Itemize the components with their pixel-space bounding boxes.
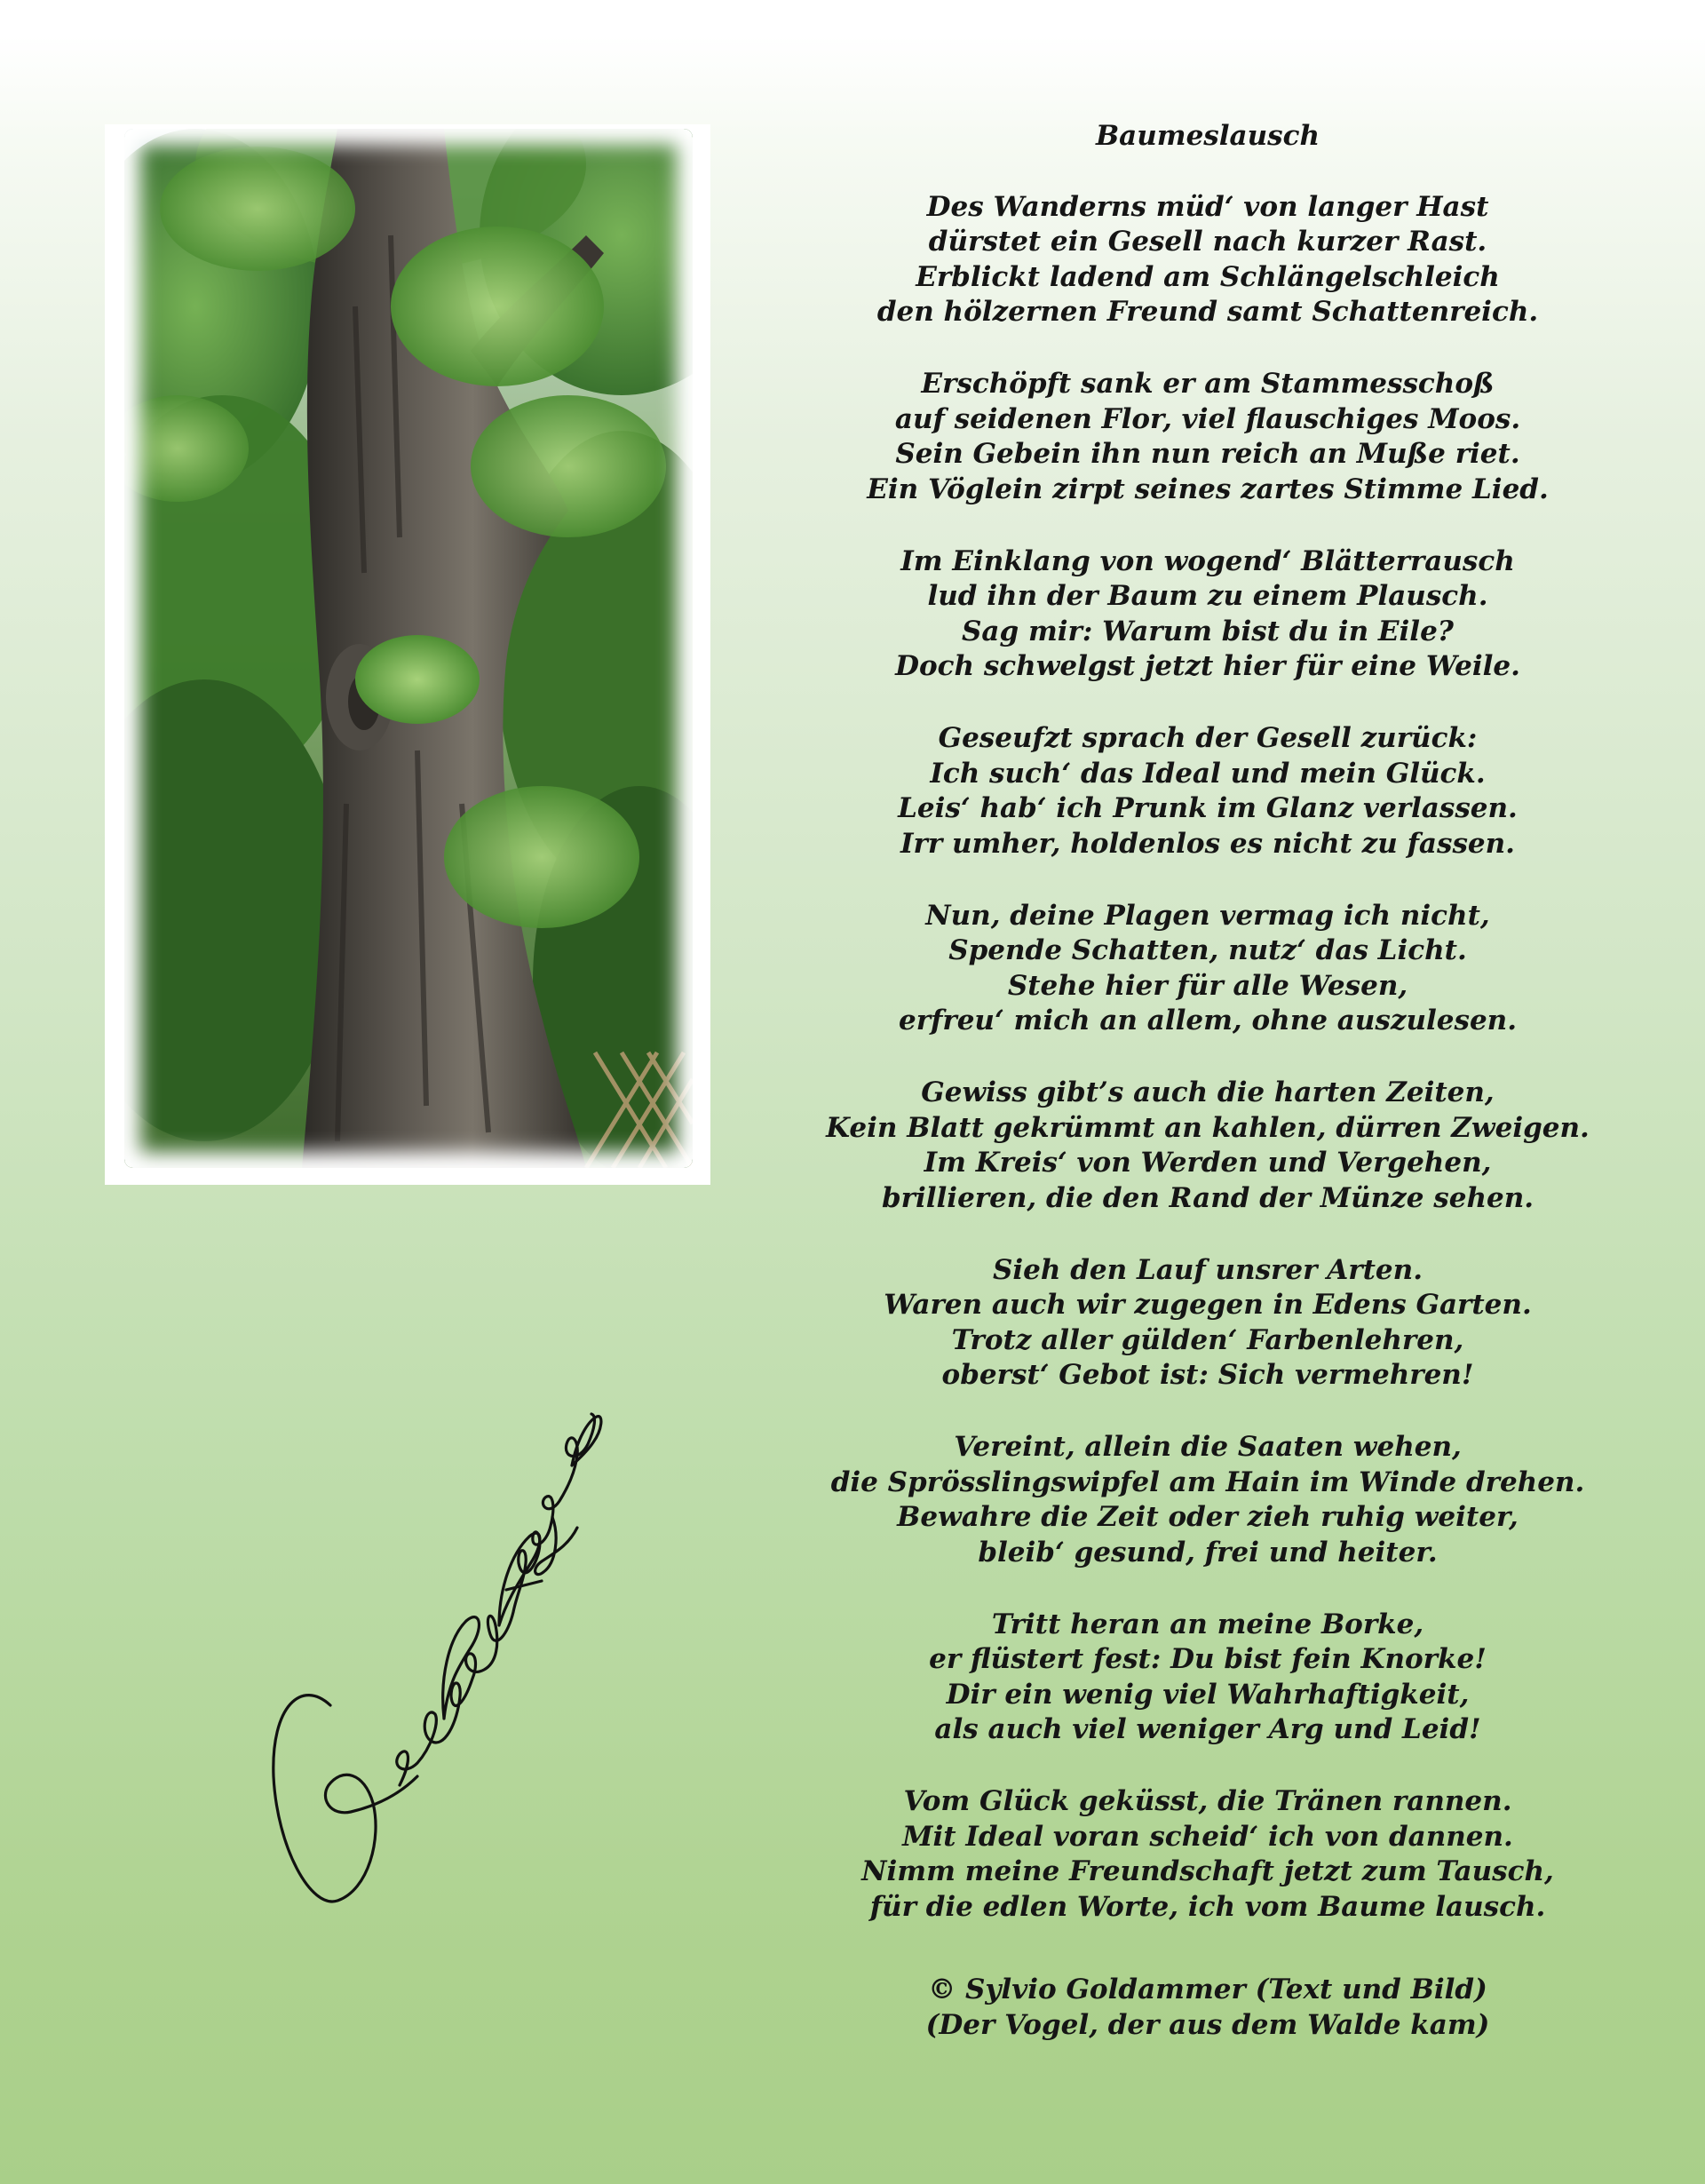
poem-line: Dir ein wenig viel Wahrhaftigkeit, xyxy=(946,1678,1470,1711)
photo-frame xyxy=(105,124,710,1185)
poem-line: Trotz aller gülden‘ Farbenlehren, xyxy=(951,1323,1464,1356)
poem-line: Erblickt ladend am Schlängelschleich xyxy=(916,260,1500,293)
poem-line: Bewahre die Zeit oder zieh ruhig weiter, xyxy=(897,1501,1519,1533)
poem-line: Waren auch wir zugegen in Edens Garten. xyxy=(884,1289,1532,1321)
poem-line: lud ihn der Baum zu einem Plausch. xyxy=(927,580,1488,612)
stanza xyxy=(799,1784,1616,1925)
stanza xyxy=(799,1253,1616,1394)
poem-line: Sein Gebein ihn nun reich an Muße riet. xyxy=(895,438,1520,470)
poem-line: den hölzernen Freund samt Schattenreich. xyxy=(876,296,1539,328)
copyright-line: © Sylvio Goldammer (Text und Bild) xyxy=(928,1974,1487,2005)
poem-line: Im Einklang von wogend‘ Blätterrausch xyxy=(900,544,1515,577)
poem-line: Spende Schatten, nutz‘ das Licht. xyxy=(948,934,1467,966)
stanza xyxy=(799,1430,1616,1570)
stanza xyxy=(799,1608,1616,1748)
poem-line: er flüstert fest: Du bist fein Knorke! xyxy=(929,1643,1487,1675)
poem-line: Doch schwelgst jetzt hier für eine Weile. xyxy=(895,650,1520,682)
stanza xyxy=(799,544,1616,685)
poem-line: Nun, deine Plagen vermag ich nicht, xyxy=(925,899,1490,932)
poem-line: Leis‘ hab‘ ich Prunk im Glanz verlassen. xyxy=(898,792,1518,824)
tree-illustration xyxy=(124,129,693,1168)
poem-line: Nimm meine Freundschaft jetzt zum Tausch, xyxy=(861,1855,1554,1887)
poem-line: oberst‘ Gebot ist: Sich vermehren! xyxy=(941,1359,1474,1391)
poem-line: dürstet ein Gesell nach kurzer Rast. xyxy=(928,226,1487,258)
poem-line: Erschöpft sank er am Stammesschoß xyxy=(921,368,1495,400)
signature-handwriting xyxy=(266,1412,604,1927)
poem-line: Im Kreis‘ von Werden und Vergehen, xyxy=(924,1147,1492,1179)
poem-line: Kein Blatt gekrümmt an kahlen, dürren Zweigen. xyxy=(826,1111,1590,1144)
poem-title: Baumeslausch xyxy=(1095,120,1320,152)
poem-line: Sieh den Lauf unsrer Arten. xyxy=(993,1253,1423,1286)
stanza xyxy=(799,899,1616,1039)
poem-line: die Sprösslingswipfel am Hain im Winde drehen. xyxy=(830,1465,1585,1498)
poem-line: Ich such‘ das Ideal und mein Glück. xyxy=(930,757,1486,790)
stanza xyxy=(799,1076,1616,1216)
poem-line: Des Wanderns müd‘ von langer Hast xyxy=(926,190,1489,223)
signature-logo xyxy=(266,1412,604,1927)
poem xyxy=(799,119,1616,2043)
poem-line: Vereint, allein die Saaten wehen, xyxy=(954,1431,1462,1463)
poem-line: brillieren, die den Rand der Münze sehen. xyxy=(881,1181,1534,1214)
poem-line: bleib‘ gesund, frei und heiter. xyxy=(978,1536,1438,1569)
poem-line: auf seidenen Flor, viel flauschiges Moos. xyxy=(894,402,1521,435)
stanza xyxy=(799,190,1616,330)
poem-line: für die edlen Worte, ich vom Baume lausch. xyxy=(869,1890,1546,1923)
credits xyxy=(799,1973,1616,2043)
poem-line: Irr umher, holdenlos es nicht zu fassen. xyxy=(900,827,1515,860)
poem-line: Geseufzt sprach der Gesell zurück: xyxy=(938,722,1478,754)
tree-photo xyxy=(124,129,693,1168)
poem-line: Sag mir: Warum bist du in Eile? xyxy=(962,615,1454,647)
stanza xyxy=(799,367,1616,507)
source-line: (Der Vogel, der aus dem Walde kam) xyxy=(925,2008,1490,2041)
poem-line: Ein Vöglein zirpt seines zartes Stimme Lied. xyxy=(867,473,1549,505)
stanza xyxy=(799,721,1616,862)
poem-line: Tritt heran an meine Borke, xyxy=(991,1608,1424,1640)
poem-line: Gewiss gibt’s auch die harten Zeiten, xyxy=(921,1076,1495,1108)
poem-line: Stehe hier für alle Wesen, xyxy=(1007,969,1408,1002)
poem-line: Mit Ideal voran scheid‘ ich von dannen. xyxy=(902,1820,1513,1853)
poem-line: erfreu‘ mich an allem, ohne auszulesen. xyxy=(898,1005,1518,1036)
poem-line: als auch viel weniger Arg und Leid! xyxy=(934,1713,1481,1745)
poem-line: Vom Glück geküsst, die Tränen rannen. xyxy=(903,1785,1512,1817)
